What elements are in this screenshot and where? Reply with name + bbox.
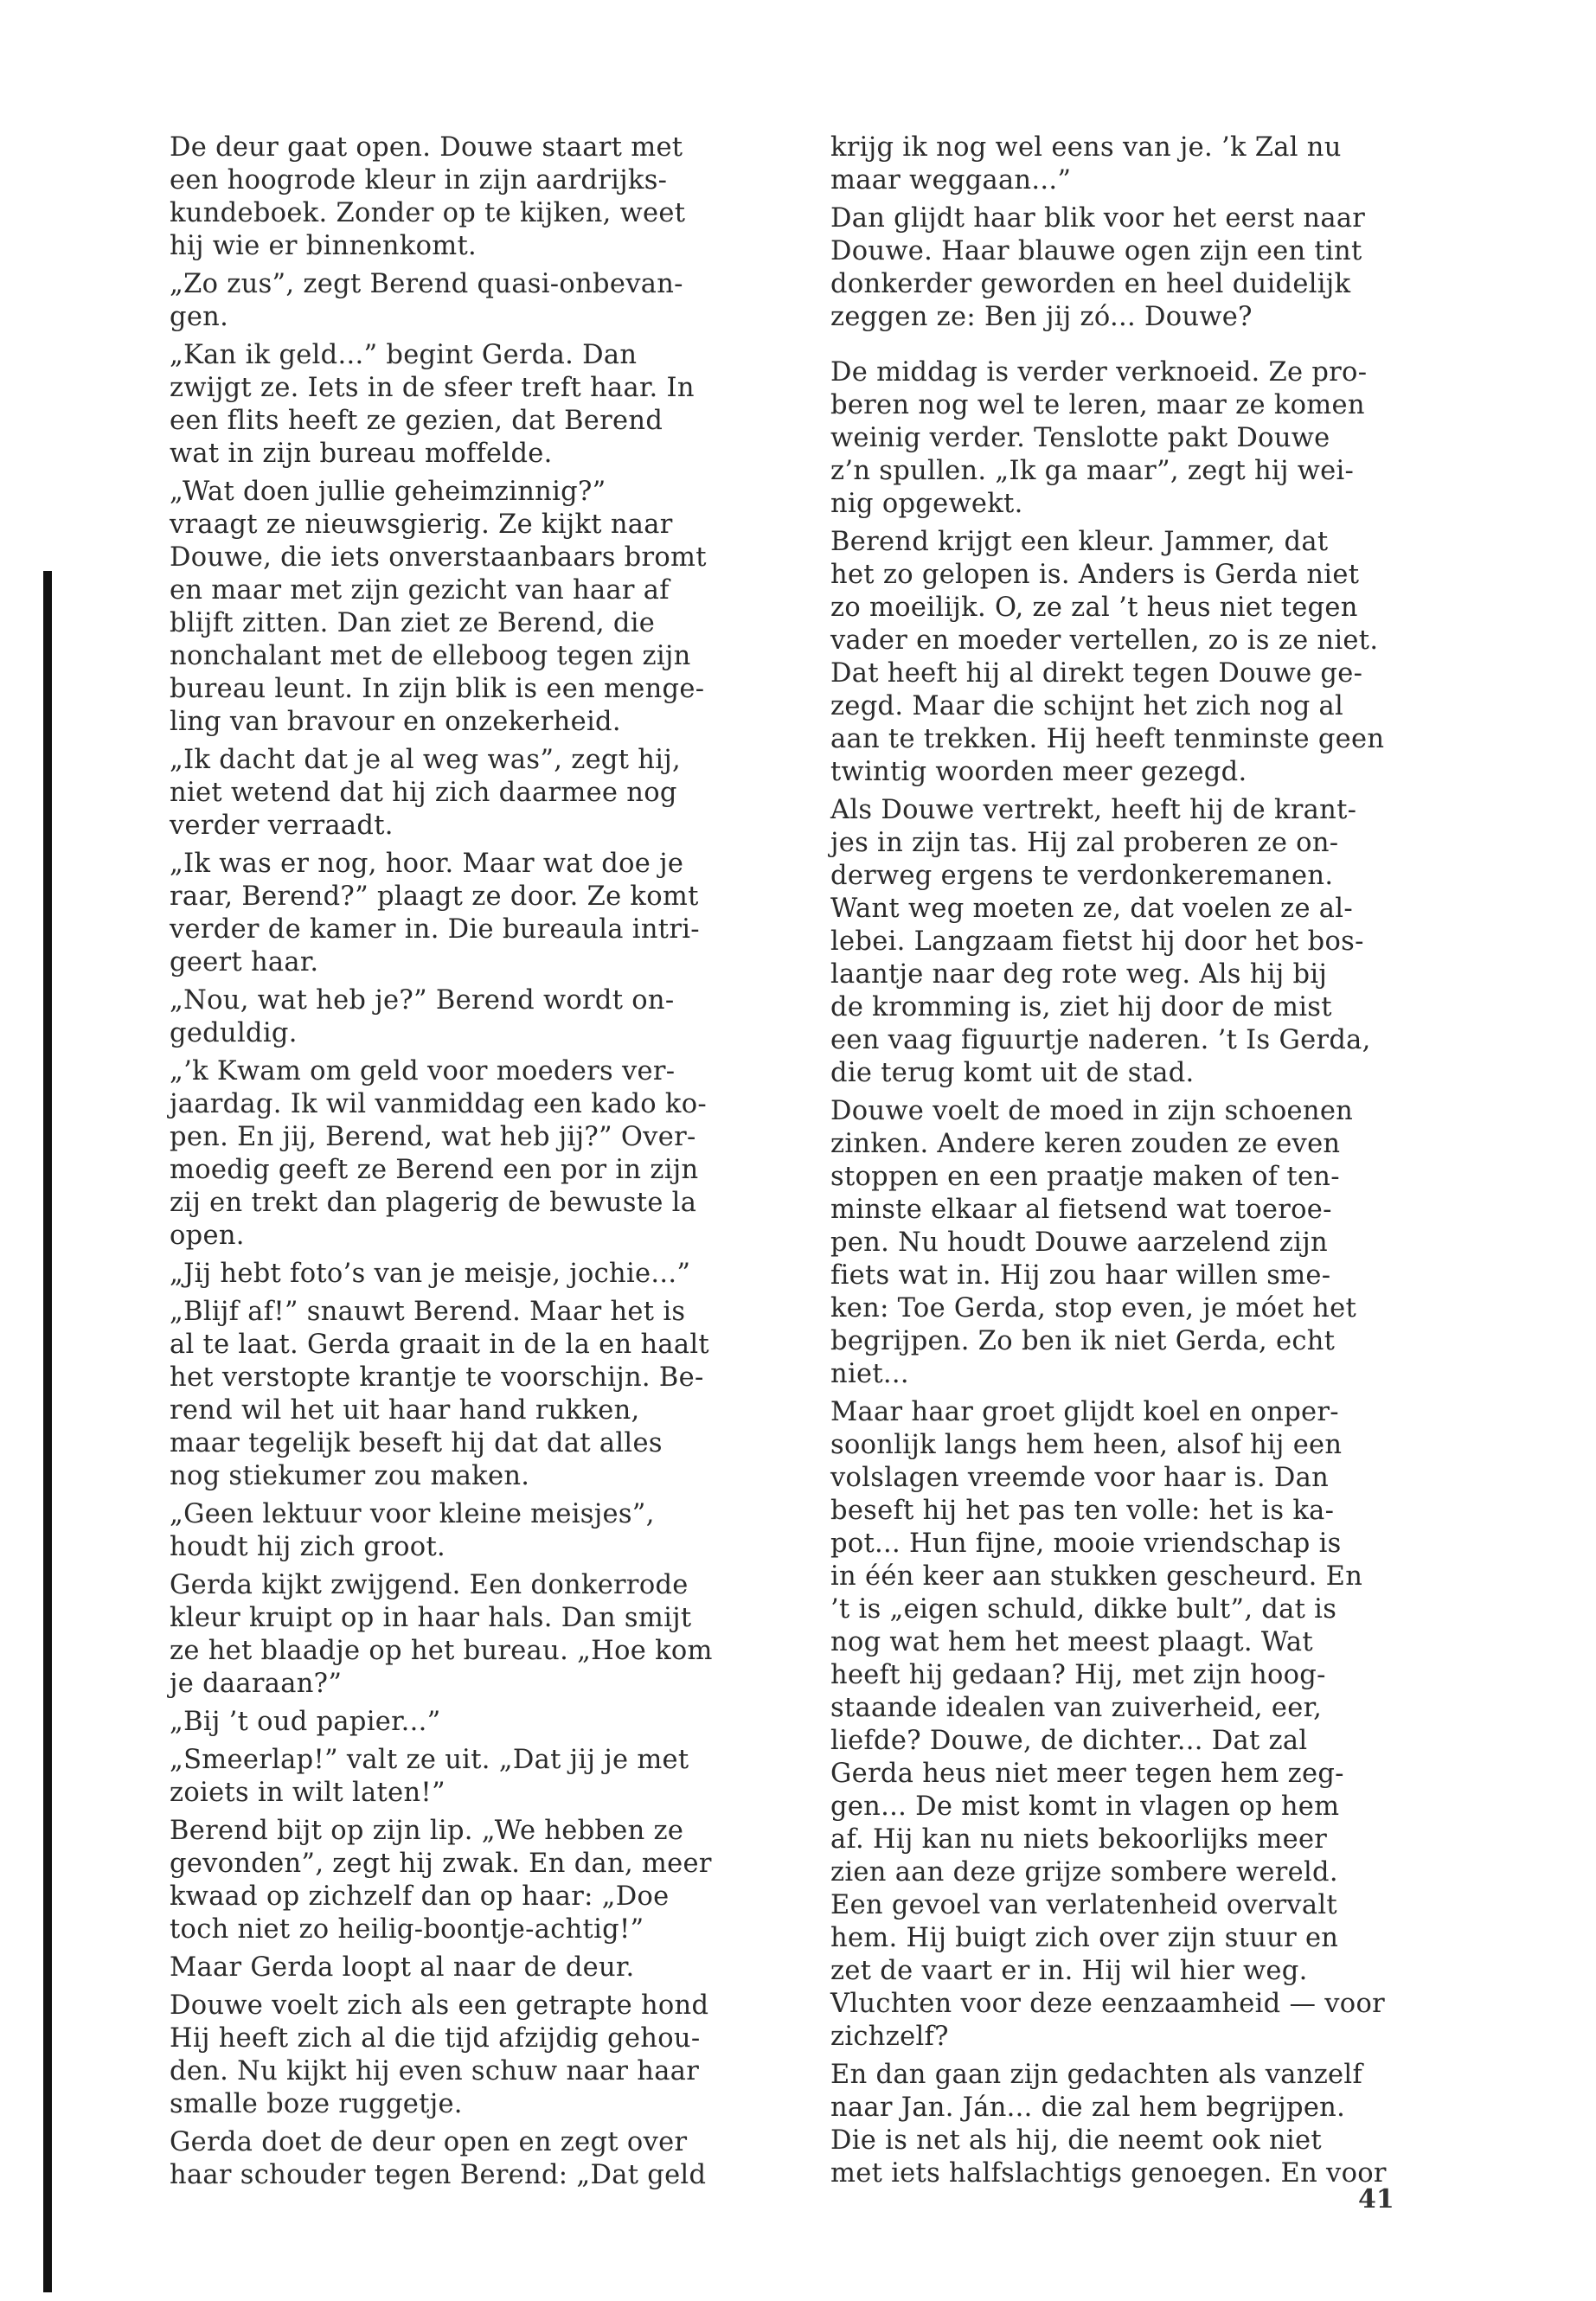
page-number: 41	[1358, 2184, 1394, 2214]
paragraph: De middag is verder verknoeid. Ze pro- beren nog wel te leren, maar ze komen weinig verder. Tenslotte pakt Douwe z’n spullen. „Ik ga maar”, zegt hij wei- nig opgewekt.	[830, 357, 1368, 519]
paragraph: „Ik was er nog, hoor. Maar wat doe je raar, Berend?” plaagt ze door. Ze komt verder de kamer in. Die bureaula intri- geert haar.	[170, 849, 700, 977]
left-column	[170, 131, 740, 2197]
paragraph: „Ik dacht dat je al weg was”, zegt hij, niet wetend dat hij zich daarmee nog verder verraadt.	[170, 745, 682, 841]
paragraph: „Bij ’t oud papier...”	[170, 1707, 441, 1737]
paragraph: „Wat doen jullie geheimzinnig?” vraagt ze nieuwsgierig. Ze kijkt naar Douwe, die iets onverstaanbaars bromt en maar met zijn gezicht van haar af blijft zitten. Dan ziet ze Berend, die nonchalant met de elleboog tegen zijn bureau leunt. In zijn blik is een menge- ling van bravour en onzekerheid.	[170, 477, 707, 737]
paragraph: „Geen lektuur voor kleine meisjes”, houdt hij zich groot.	[170, 1499, 655, 1562]
paragraph: „Blijf af!” snauwt Berend. Maar het is al te laat. Gerda graait in de la en haalt het verstopte krantje te voorschijn. Be- rend wil het uit haar hand rukken, maar tegelijk beseft hij dat dat alles nog stiekumer zou maken.	[170, 1297, 709, 1491]
paragraph: „Kan ik geld...” begint Gerda. Dan zwijgt ze. Iets in de sfeer treft haar. In een flits heeft ze gezien, dat Berend wat in zijn bureau moffelde.	[170, 340, 695, 469]
paragraph: Gerda doet de deur open en zegt over haar schouder tegen Berend: „Dat geld	[170, 2127, 707, 2190]
paragraph: Douwe voelt zich als een getrapte hond Hij heeft zich al die tijd afzijdig gehou- den. Nu kijkt hij even schuw naar haar smalle boze ruggetje.	[170, 1990, 709, 2119]
paragraph: „Jij hebt foto’s van je meisje, jochie...”	[170, 1259, 691, 1289]
paragraph: Berend krijgt een kleur. Jammer, dat het zo gelopen is. Anders is Gerda niet zo moeilijk. O, ze zal ’t heus niet tegen vader en moeder vertellen, zo is ze niet. Dat heeft hij al direkt tegen Douwe ge- zegd. Maar die schijnt het zich nog al aan te trekken. Hij heeft tenminste geen twintig woorden meer gezegd.	[830, 527, 1385, 787]
paragraph: „’k Kwam om geld voor moeders ver- jaardag. Ik wil vanmiddag een kado ko- pen. En jij, Berend, wat heb jij?” Over- moedig geeft ze Berend een por in zijn zij en trekt dan plagerig de bewuste la open.	[170, 1056, 707, 1251]
paragraph: Douwe voelt de moed in zijn schoenen zinken. Andere keren zouden ze even stoppen en een praatje maken of ten- minste elkaar al fietsend wat toeroe- pen. Nu houdt Douwe aarzelend zijn fiets wat in. Hij zou haar willen sme- ken: Toe Gerda, stop even, je móet het begrijpen. Zo ben ik niet Gerda, echt niet...	[830, 1096, 1357, 1389]
paragraph: krijg ik nog wel eens van je. ’k Zal nu maar weggaan...”	[830, 132, 1342, 195]
paragraph: De deur gaat open. Douwe staart met een hoogrode kleur in zijn aardrijks- kundeboek. Zonder op te kijken, weet hij wie er binnenkomt.	[170, 132, 686, 261]
paragraph: Maar Gerda loopt al naar de deur.	[170, 1952, 635, 1983]
binding-edge	[43, 571, 52, 2292]
paragraph: „Zo zus”, zegt Berend quasi-onbevan- gen.	[170, 269, 683, 332]
paragraph: En dan gaan zijn gedachten als vanzelf naar Jan. Ján... die zal hem begrijpen. Die is net als hij, die neemt ook niet met iets halfslachtigs genoegen. En voor	[830, 2060, 1387, 2189]
paragraph: „Nou, wat heb je?” Berend wordt on- geduldig.	[170, 985, 675, 1048]
paragraph: Gerda kijkt zwijgend. Een donkerrode kleur kruipt op in haar hals. Dan smijt ze het blaadje op het bureau. „Hoe kom je daaraan?”	[170, 1570, 713, 1699]
paragraph: Maar haar groet glijdt koel en onper- soonlijk langs hem heen, alsof hij een volslagen vreemde voor haar is. Dan beseft hij het pas ten volle: het is ka- pot... Hun fijne, mooie vriendschap is in één keer aan stukken gescheurd. En ’t is „eigen schuld, dikke bult”, dat is nog wat hem het meest plaagt. Wat heeft hij gedaan? Hij, met zijn hoog- staande idealen van zuiverheid, eer, liefde? Douwe, de dichter... Dat zal Gerda heus niet meer tegen hem zeg- gen... De mist komt in vlagen op hem af. Hij kan nu niets bekoorlijks meer zien aan deze grijze sombere wereld. Een gevoel van verlatenheid overvalt hem. Hij buigt zich over zijn stuur en zet de vaart er in. Hij wil hier weg. Vluchten voor deze eenzaamheid — voor zichzelf?	[830, 1397, 1386, 2052]
paragraph: Als Douwe vertrekt, heeft hij de krant- jes in zijn tas. Hij zal proberen ze on- derweg ergens te verdonkeremanen. Want weg moeten ze, dat voelen ze al- lebei. Langzaam fietst hij door het bos- laantje naar deg rote weg. Als hij bij de kromming is, ziet hij door de mist een vaag figuurtje naderen. ’t Is Gerda, die terug komt uit de stad.	[830, 795, 1371, 1088]
paragraph: Dan glijdt haar blik voor het eerst naar Douwe. Haar blauwe ogen zijn een tint donkerder geworden en heel duidelijk zeggen ze: Ben jij zó... Douwe?	[830, 203, 1366, 332]
paragraph: Berend bijt op zijn lip. „We hebben ze gevonden”, zegt hij zwak. En dan, meer kwaad op zichzelf dan op haar: „Doe toch niet zo heilig-boontje-achtig!”	[170, 1816, 712, 1945]
right-column	[830, 131, 1401, 2195]
paragraph: „Smeerlap!” valt ze uit. „Dat jij je met zoiets in wilt laten!”	[170, 1745, 689, 1808]
